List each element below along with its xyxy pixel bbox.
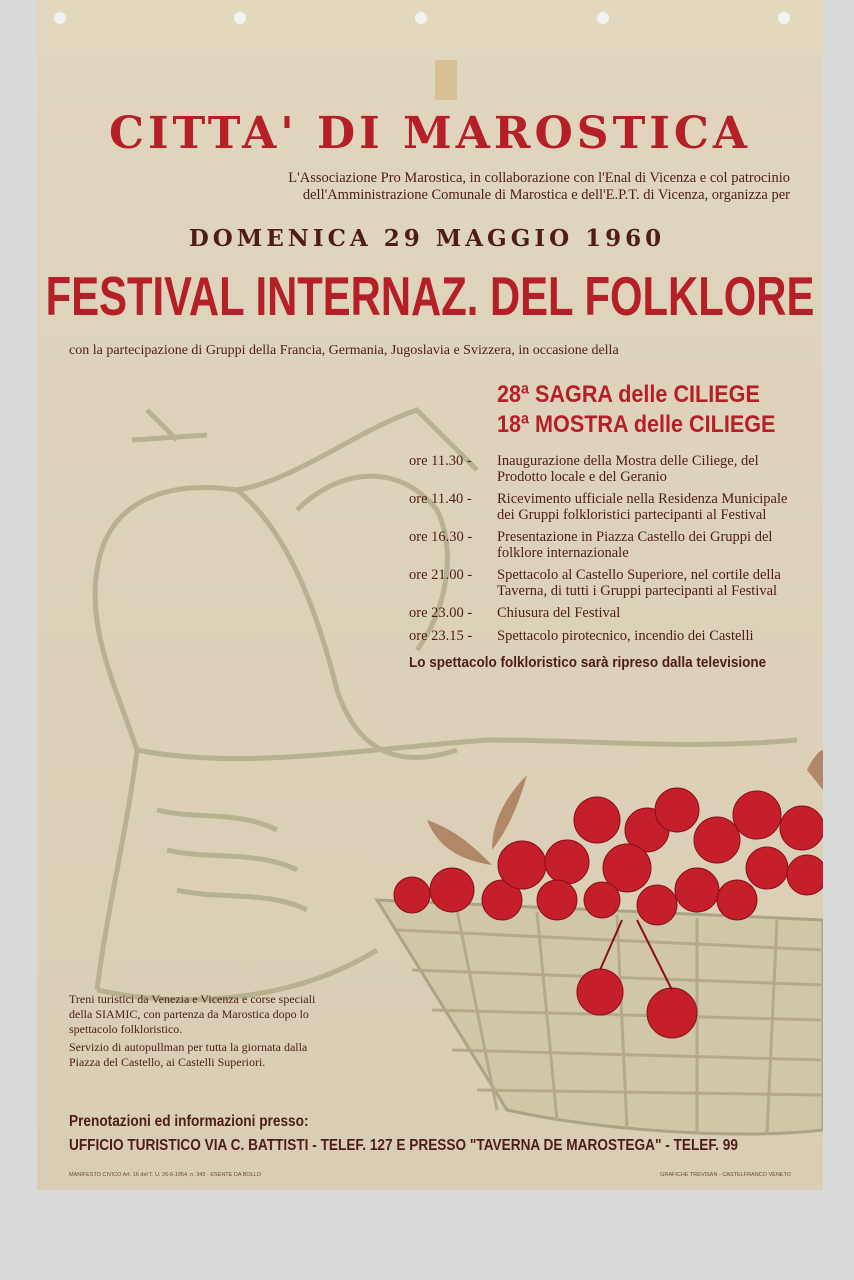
schedule-item <box>409 606 791 622</box>
tape-mark <box>435 60 457 100</box>
bus-note: Servizio di autopullman per tutta la giornata dalla Piazza del Castello, ai Castelli Superiori. <box>69 1040 308 1069</box>
city-title: CITTA' DI MAROSTICA <box>108 108 752 159</box>
schedule-time: ore 21.00 - <box>409 567 473 583</box>
tv-notice: Lo spettacolo folkloristico sarà ripreso dalla televisione <box>409 654 767 671</box>
transport-notes <box>69 992 331 1070</box>
punch-hole <box>415 12 427 24</box>
schedule-item <box>409 568 791 599</box>
schedule-event: Ricevimento ufficiale nella Residenza Municipale dei Gruppi folkloristici partecipanti al Festival <box>497 491 788 523</box>
schedule-item <box>409 454 791 485</box>
participation-text: con la partecipazione di Gruppi della Francia, Germania, Jugoslavia e Svizzera, in occasione della <box>69 343 619 358</box>
schedule-time: ore 23.00 - <box>409 605 473 621</box>
schedule-time: ore 16.30 - <box>409 529 473 545</box>
organizer-intro: L'Associazione Pro Marostica, in collaborazione con l'Enal di Vicenza e col patrocinio dell'Amministrazione Comunale di Marostica e dell'E.P.T. di Vicenza, organizza per <box>288 170 790 203</box>
schedule-event: Spettacolo al Castello Superiore, nel cortile della Taverna, di tutti i Gruppi partecipanti al Festival <box>497 567 781 599</box>
punch-hole <box>778 12 790 24</box>
schedule <box>409 454 791 672</box>
basket <box>377 900 823 1134</box>
schedule-item <box>409 530 791 561</box>
punch-hole <box>234 12 246 24</box>
event-date: DOMENICA 29 MAGGIO 1960 <box>188 225 666 252</box>
schedule-item <box>409 492 791 523</box>
schedule-event: Inaugurazione della Mostra delle Ciliege, del Prodotto locale e del Geranio <box>497 453 759 485</box>
schedule-time: ore 11.40 - <box>409 491 472 507</box>
poster <box>37 50 823 1190</box>
footer-legal: MANIFESTO CIVICO Art. 16 del T. U. 26-6-1954, n. 343 - ESENTE DA BOLLO <box>69 1172 262 1178</box>
schedule-event: Presentazione in Piazza Castello dei Gruppi del folklore internazionale <box>497 529 773 561</box>
schedule-time: ore 23.15 - <box>409 627 473 644</box>
punch-hole <box>597 12 609 24</box>
train-note: Treni turistici da Venezia e Vicenza e corse speciali della SIAMIC, con partenza da Marostica dopo lo spettacolo folkloristico. <box>69 992 316 1036</box>
booking-office: UFFICIO TURISTICO VIA C. BATTISTI - TELEF. 127 E PRESSO "TAVERNA DE MAROSTEGA" - TELEF. 99 <box>69 1137 738 1154</box>
booking-heading: Prenotazioni ed informazioni presso: <box>69 1113 309 1130</box>
booking-info <box>69 1110 738 1158</box>
sagra-line: 28ª SAGRA delle CILIEGE <box>497 381 760 408</box>
mostra-line: 18ª MOSTRA delle CILIEGE <box>497 411 776 438</box>
hanging-strip <box>37 0 823 50</box>
festival-title: FESTIVAL INTERNAZ. DEL FOLKLORE <box>45 265 815 327</box>
schedule-event: Spettacolo pirotecnico, incendio dei Castelli <box>497 627 754 644</box>
punch-hole <box>54 12 66 24</box>
schedule-event: Chiusura del Festival <box>497 605 621 621</box>
footer-printer: GRAFICHE TREVISAN - CASTELFRANCO VENETO <box>660 1172 791 1178</box>
sagra-heading <box>497 380 775 440</box>
schedule-item <box>409 629 791 645</box>
schedule-time: ore 11.30 - <box>409 453 472 469</box>
